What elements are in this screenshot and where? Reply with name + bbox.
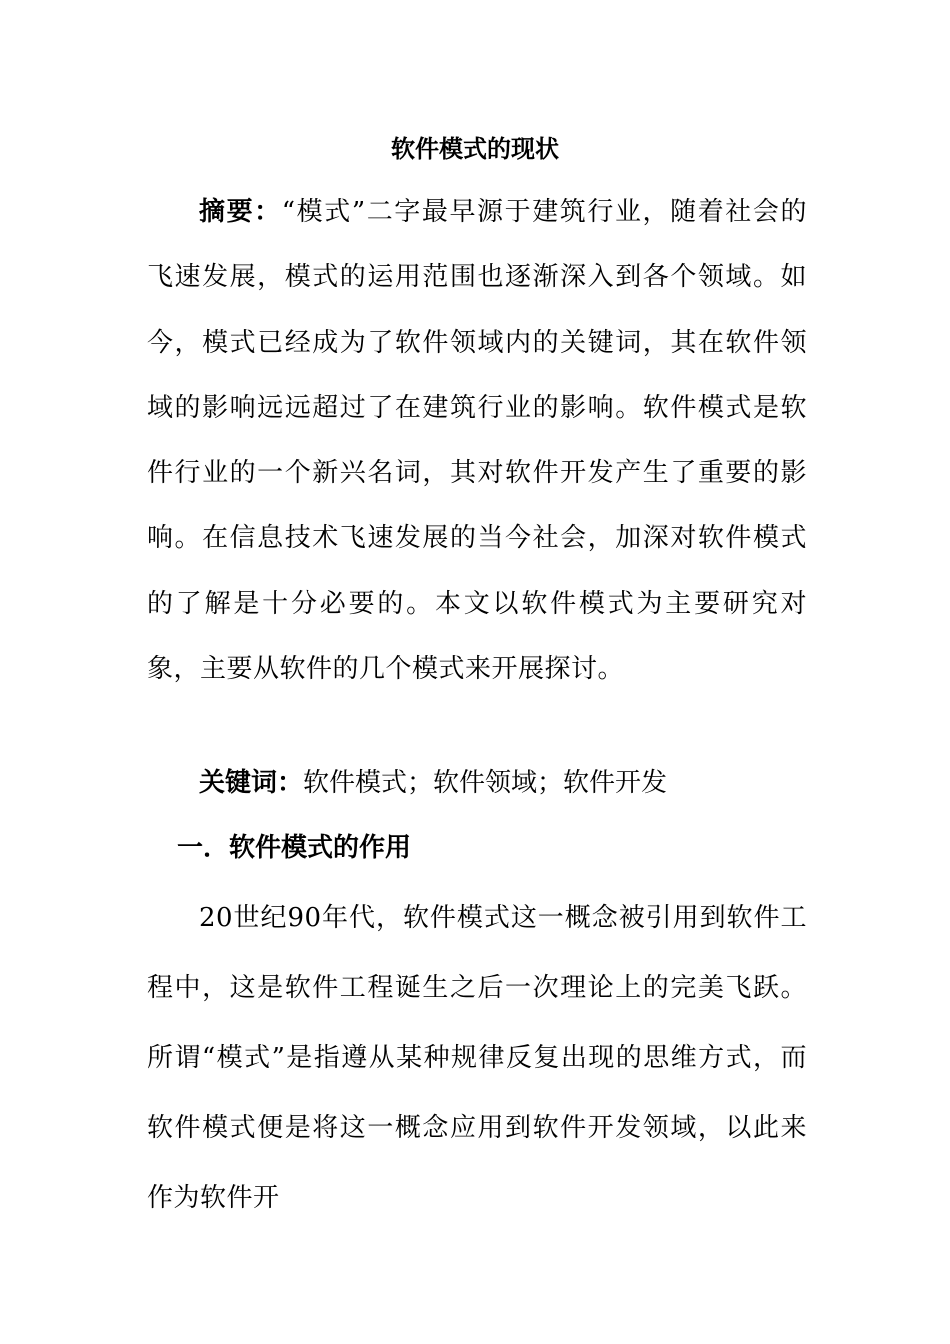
keywords-line <box>199 757 807 809</box>
abstract-text: “模式”二字最早源于建筑行业，随着社会的飞速发展，模式的运用范围也逐渐深入到各个领域。如今，模式已经成为了软件领域内的关键词，其在软件领域的影响远远超过了在建筑行业的影响。软件模式是软件行业的一个新兴名词，其对软件开发产生了重要的影响。在信息技术飞速发展的当今社会，加深对软件模式的了解是十分必要的。本文以软件模式为主要研究对象，主要从软件的几个模式来开展探讨。 <box>147 197 807 685</box>
document-title: 软件模式的现状 <box>391 134 559 163</box>
keywords-label: 关键词： <box>199 768 304 798</box>
abstract-paragraph <box>147 180 807 702</box>
keywords-text: 软件模式；软件领域；软件开发 <box>303 768 668 798</box>
section-paragraph: 20世纪90年代，软件模式这一概念被引用到软件工程中，这是软件工程诞生之后一次理论上的完美飞跃。所谓“模式”是指遵从某种规律反复出现的思维方式，而软件模式便是将这一概念应用到软件开发领域，以此来作为软件开 <box>147 903 807 1213</box>
section-heading: 一．软件模式的作用 <box>177 833 412 863</box>
abstract-label: 摘要： <box>199 197 282 227</box>
